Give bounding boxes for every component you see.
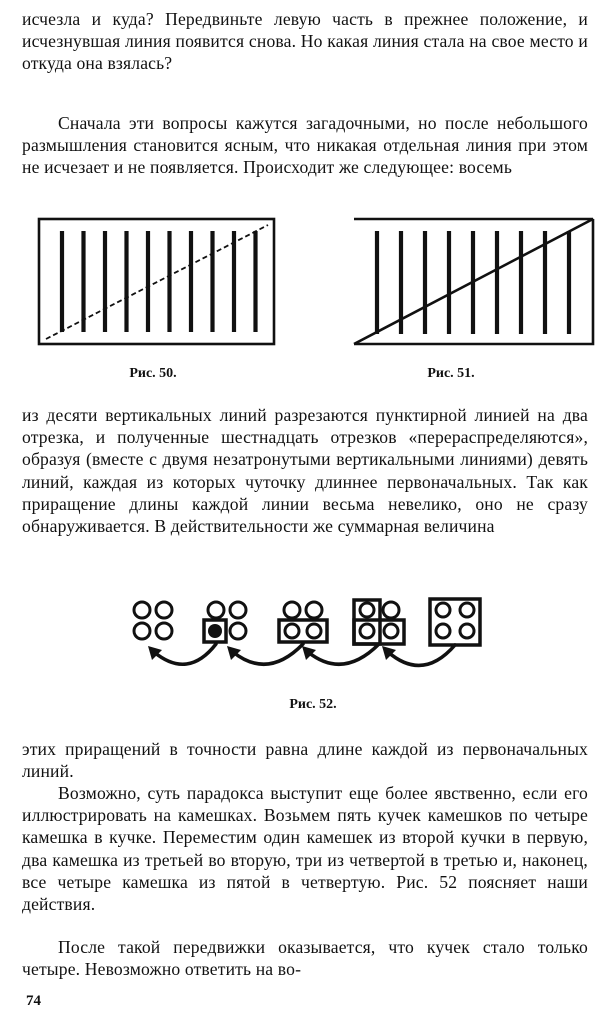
arrow-3-to-2 <box>233 644 303 664</box>
pebble <box>156 623 172 639</box>
pile-1 <box>134 602 172 639</box>
pebble-moved <box>307 624 321 638</box>
paragraph-4: этих приращений в точности равна длине каждой из первоначальных линий. <box>22 739 588 782</box>
pebble-moved <box>460 624 474 638</box>
pebble <box>306 602 322 618</box>
pebble-moved <box>436 624 450 638</box>
arrow-5-to-4 <box>388 645 455 665</box>
paragraph-3: из десяти вертикальных линий разрезаются пунктирной линией на два отрезка, и полученные шестнадцать отрезков «перераспределяются», образуя (вместе с двумя незатронутыми вертикальными линиями) девять линий, каждая из которых чуточку длиннее первоначальных. Так как приращение длины каждой линии весьма невелико, оно не сразу обнаруживается. В действительности же суммарная величина <box>22 405 588 537</box>
pebble-moved <box>436 603 450 617</box>
paragraph-5: Возможно, суть парадокса выступит еще более явственно, если его иллюстрировать на камешках. Возьмем пять кучек камешков по четыре камешка в кучке. Переместим один камешек из второй кучки в первую, два камешка из третьей во вторую, три из четвертой в третью и, наконец, все четыре камешка из пятой в четвертую. Рис. 52 поясняет наши действия. <box>22 783 588 915</box>
pebble-moved <box>208 624 222 638</box>
paragraph-1: исчезла и куда? Передвиньте левую часть в прежнее положение, и исчезнувшая линия появится снова. Но какая линия стала на свое место и откуда она взялась? <box>22 9 588 74</box>
pebble-moved <box>360 603 374 617</box>
pile-4 <box>354 600 404 644</box>
pebble <box>230 623 246 639</box>
figure-51 <box>353 218 598 348</box>
paragraph-2: Сначала эти вопросы кажутся загадочными, но после небольшого размышления становится ясным, что никакая отдельная линия при этом не исчезает и не появляется. Происходит же следующее: восемь <box>22 113 588 178</box>
pile-5 <box>430 599 480 645</box>
paragraph-6: После такой передвижки оказывается, что кучек стало только четыре. Невозможно ответить на во- <box>22 937 588 980</box>
figure-52-caption: Рис. 52. <box>289 697 337 712</box>
figure-51-caption: Рис. 51. <box>427 366 475 381</box>
figure-52 <box>128 598 498 683</box>
arrow-4-to-3 <box>308 644 379 664</box>
pile-3 <box>279 602 327 642</box>
pebble-moved <box>460 603 474 617</box>
pebble-moved <box>285 624 299 638</box>
figure-50-caption: Рис. 50. <box>129 366 177 381</box>
pebble <box>134 623 150 639</box>
page-number: 74 <box>26 993 41 1009</box>
figure-50 <box>38 218 278 348</box>
pebble <box>156 602 172 618</box>
pebble <box>383 602 399 618</box>
pebble-moved <box>360 624 374 638</box>
pebble <box>208 602 224 618</box>
pebble <box>230 602 246 618</box>
pebble-moved <box>384 624 398 638</box>
pebble <box>284 602 300 618</box>
arrow-2-to-1 <box>154 644 216 664</box>
pile-2 <box>204 602 246 642</box>
pebble <box>134 602 150 618</box>
